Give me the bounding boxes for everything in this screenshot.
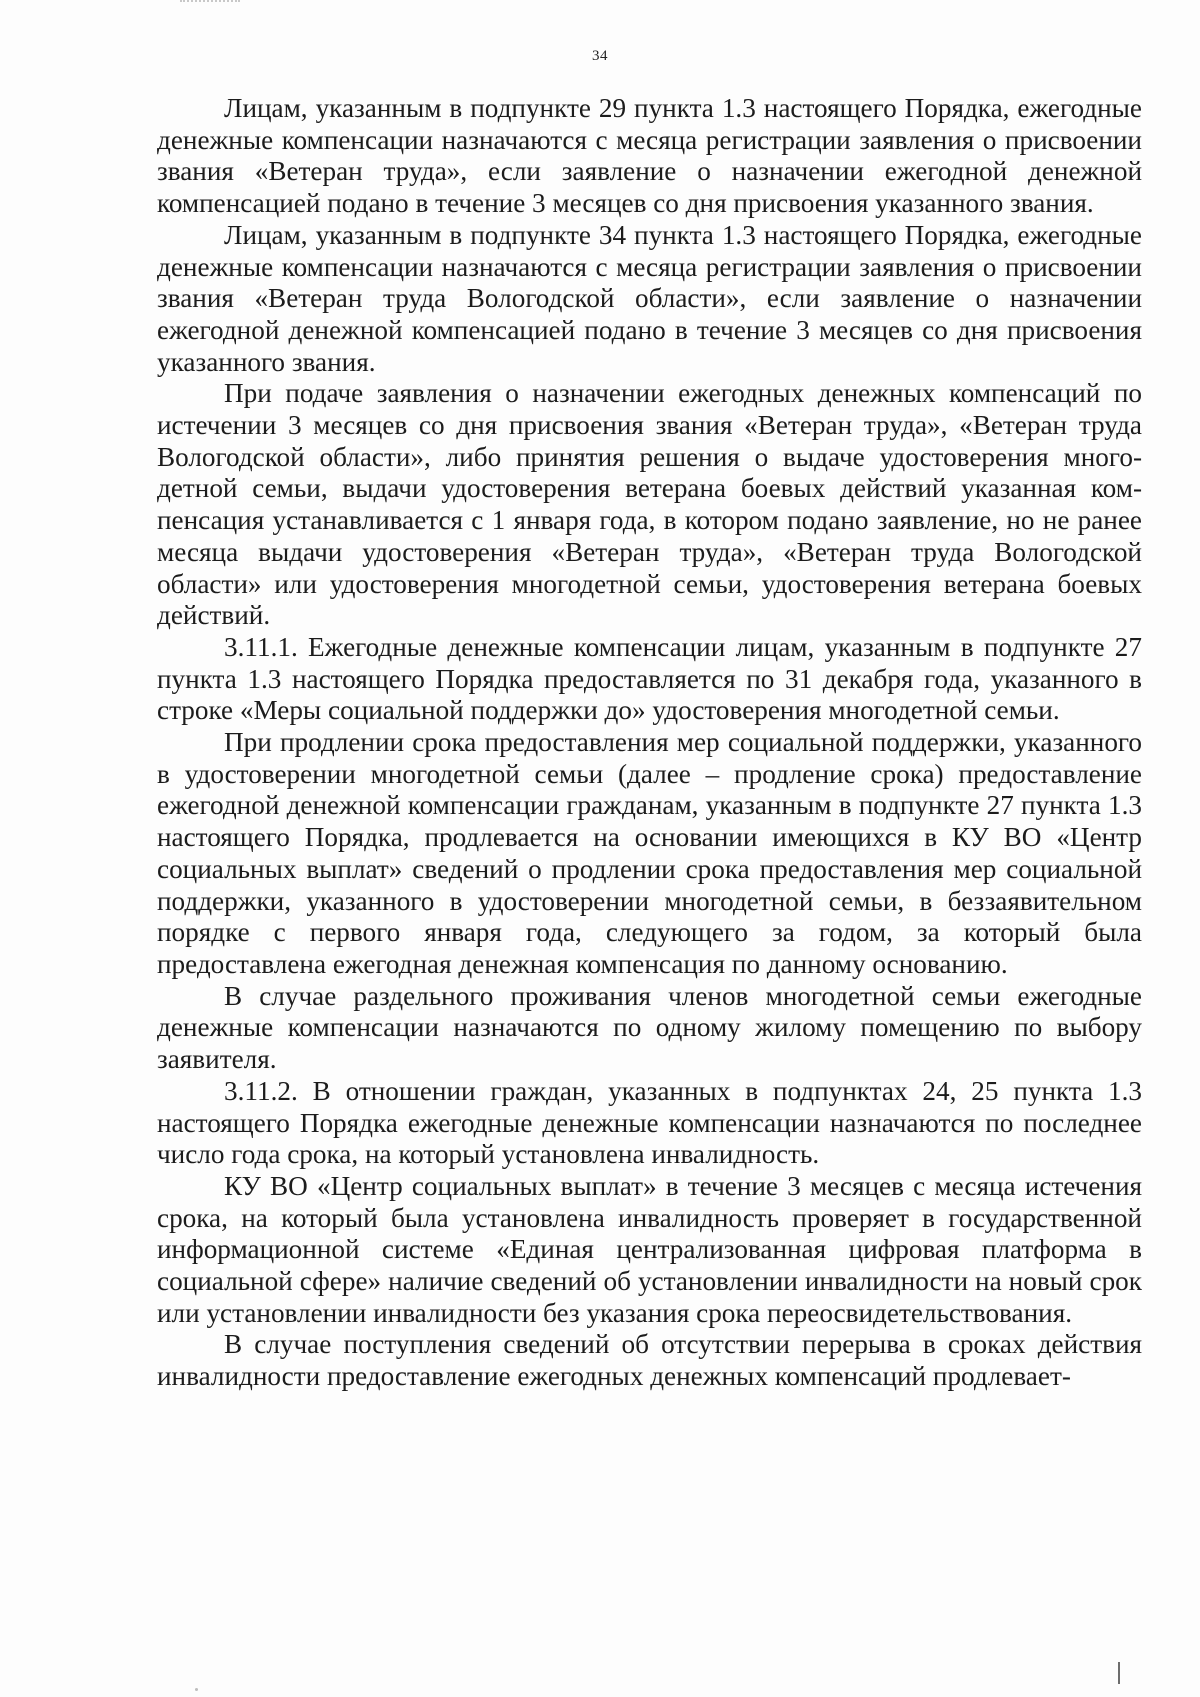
scan-artifact-bottom xyxy=(1118,1662,1120,1684)
page-number: 34 xyxy=(592,48,608,64)
paragraph-continuation: В случае поступления сведений об отсутствии перерыва в сроках действия инвалидности предоставление ежегодных денежных компенсаций продлевает- xyxy=(157,1329,1142,1392)
scan-artifact-dot xyxy=(195,1688,198,1691)
paragraph-3-11-2: 3.11.2. В отношении граждан, указанных в подпунктах 24, 25 пункта 1.3 настоящего Порядка ежегодные денежные компенсации назначаются по последнее число года срока, на который установлена инвалидность. xyxy=(157,1075,1142,1170)
paragraph-disability-check: КУ ВО «Центр социальных выплат» в течение 3 месяцев с месяца истечения срока, на который была установлена инвалидность проверяет в государственной информационной системе «Единая централизованная цифровая платформа в социальной сфере» наличие сведений об установлении инвалидности на новый срок или установлении инвалидности без указания срока переосвидетельствования. xyxy=(157,1170,1142,1328)
paragraph-late-application: При подаче заявления о назначении ежегодных денежных компенсаций по истечении 3 месяцев со дня присвоения звания «Ветеран труда», «Ветеран труда Вологодской области», либо принятия решения о выдаче удостоверения многодетной семьи, выдачи удостоверения ветерана боевых действий указанная компенсация устанавливается с 1 января года, в котором подано заявление, но не ранее месяца выдачи удостоверения «Ветеран труда», «Ветеран труда Вологодской области» или удостоверения многодетной семьи, удостоверения ветерана боевых действий. xyxy=(157,378,1142,631)
document-body xyxy=(157,93,1142,1393)
scan-artifact-top xyxy=(180,0,240,6)
paragraph-term-extension: При продлении срока предоставления мер социальной поддержки, указанного в удостоверении многодетной семьи (далее – продление срока) предоставление ежегодной денежной компенсации гражданам, указанным в подпункте 27 пункта 1.3 настоящего Порядка, продлевается на основании имеющихся в КУ ВО «Центр социальных выплат» сведений о продлении срока предоставления мер социальной поддержки, указанного в удостоверении многодетной семьи, в беззаявительном порядке с первого января года, следующего за годом, за который была предоставлена ежегодная денежная компенсация по данному основанию. xyxy=(157,727,1142,979)
paragraph-separate-residence: В случае раздельного проживания членов многодетной семьи ежегодные денежные компенсации назначаются по одному жилому помещению по выбору заявителя. xyxy=(157,980,1142,1075)
paragraph-3-11-1: 3.11.1. Ежегодные денежные компенсации лицам, указанным в подпункте 27 пункта 1.3 настоящего Порядка предоставляется по 31 декабря года, указанного в строке «Меры социальной поддержки до» удостоверения многодетной семьи. xyxy=(157,631,1142,726)
paragraph-subparagraph-34: Лицам, указанным в подпункте 34 пункта 1.3 настоящего Порядка, ежегодные денежные компенсации назначаются с месяца регистрации заявления о присвоении звания «Ветеран труда Вологодской области», если заявление о назначении ежегодной денежной компенсацией подано в течение 3 месяцев со дня присвоения указанного звания. xyxy=(157,219,1142,377)
paragraph-subparagraph-29: Лицам, указанным в подпункте 29 пункта 1.3 настоящего Порядка, ежегодные денежные компенсации назначаются с месяца регистрации заявления о присвоении звания «Ветеран труда», если заявление о назначении ежегодной денежной компенсацией подано в течение 3 месяцев со дня присвоения указанного звания. xyxy=(157,93,1142,219)
